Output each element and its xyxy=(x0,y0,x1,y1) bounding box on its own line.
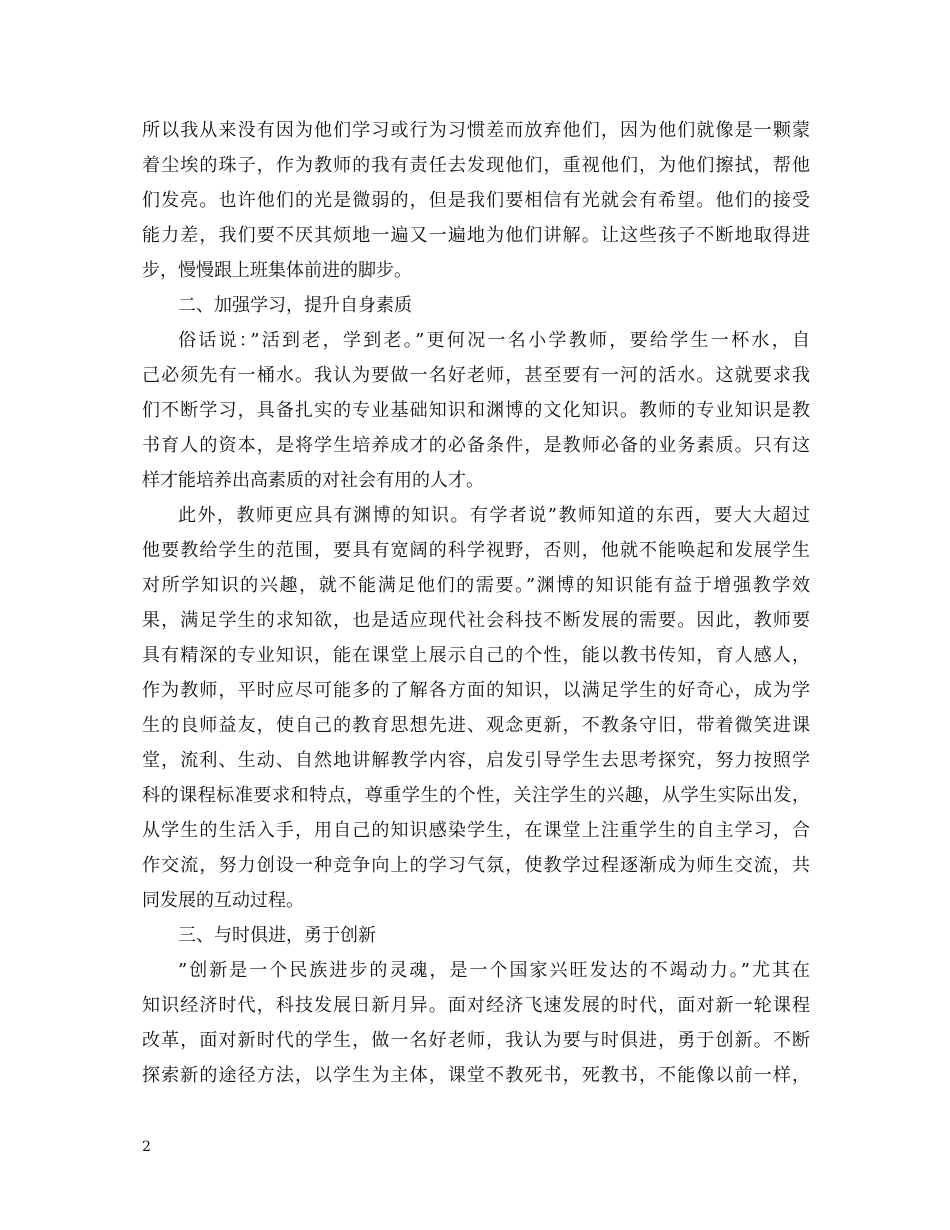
page-number: 2 xyxy=(142,1139,151,1155)
text-line: 生的良师益友，使自己的教育思想先进、观念更新，不教条守旧，带着微笑进课 xyxy=(142,715,810,736)
paragraph-first-line: ”创新是一个民族进步的灵魂，是一个国家兴旺发达的不竭动力。”尤其在 xyxy=(178,960,810,981)
text-line: 对所学知识的兴趣，就不能满足他们的需要。”渊博的知识能有益于增强教学效 xyxy=(142,575,810,596)
text-line: 步，慢慢跟上班集体前进的脚步。 xyxy=(142,260,412,281)
paragraph-first-line: 二、加强学习，提升自身素质 xyxy=(178,295,412,316)
text-line: 知识经济时代，科技发展日新月异。面对经济飞速发展的时代，面对新一轮课程 xyxy=(142,995,810,1016)
text-line: 果，满足学生的求知欲，也是适应现代社会科技不断发展的需要。因此，教师要 xyxy=(142,610,810,631)
text-line: 作为教师，平时应尽可能多的了解各方面的知识，以满足学生的好奇心，成为学 xyxy=(142,680,810,701)
text-line: 他要教给学生的范围，要具有宽阔的科学视野，否则，他就不能唤起和发展学生 xyxy=(142,540,810,561)
text-line: 作交流，努力创设一种竞争向上的学习气氛，使教学过程逐渐成为师生交流，共 xyxy=(142,855,810,876)
text-line: 书育人的资本，是将学生培养成才的必备条件，是教师必备的业务素质。只有这 xyxy=(142,435,810,456)
text-line: 己必须先有一桶水。我认为要做一名好老师，甚至要有一河的活水。这就要求我 xyxy=(142,365,810,386)
text-line: 样才能培养出高素质的对社会有用的人才。 xyxy=(142,470,484,491)
text-line: 改革，面对新时代的学生，做一名好老师，我认为要与时俱进，勇于创新。不断 xyxy=(142,1030,810,1051)
text-line: 从学生的生活入手，用自己的知识感染学生，在课堂上注重学生的自主学习，合 xyxy=(142,820,810,841)
text-line: 同发展的互动过程。 xyxy=(142,890,304,911)
text-line: 能力差，我们要不厌其烦地一遍又一遍地为他们讲解。让这些孩子不断地取得进 xyxy=(142,225,810,246)
text-line: 们发亮。也许他们的光是微弱的，但是我们要相信有光就会有希望。他们的接受 xyxy=(142,190,810,211)
text-line: 们不断学习，具备扎实的专业基础知识和渊博的文化知识。教师的专业知识是教 xyxy=(142,400,810,421)
text-line: 堂，流利、生动、自然地讲解教学内容，启发引导学生去思考探究，努力按照学 xyxy=(142,750,810,771)
text-line: 探索新的途径方法，以学生为主体，课堂不教死书，死教书，不能像以前一样， xyxy=(142,1065,810,1086)
paragraph-first-line: 俗话说：”活到老，学到老。”更何况一名小学教师，要给学生一杯水，自 xyxy=(178,330,810,351)
paragraph-first-line: 此外，教师更应具有渊博的知识。有学者说”教师知道的东西，要大大超过 xyxy=(178,505,810,526)
text-line: 具有精深的专业知识，能在课堂上展示自己的个性，能以教书传知，育人感人， xyxy=(142,645,810,666)
paragraph-first-line: 三、与时俱进，勇于创新 xyxy=(178,925,376,946)
text-line: 科的课程标准要求和特点，尊重学生的个性，关注学生的兴趣，从学生实际出发， xyxy=(142,785,810,806)
body-text xyxy=(142,113,810,1093)
text-line: 着尘埃的珠子，作为教师的我有责任去发现他们，重视他们，为他们擦拭，帮他 xyxy=(142,155,810,176)
text-line: 所以我从来没有因为他们学习或行为习惯差而放弃他们，因为他们就像是一颗蒙 xyxy=(142,120,810,141)
